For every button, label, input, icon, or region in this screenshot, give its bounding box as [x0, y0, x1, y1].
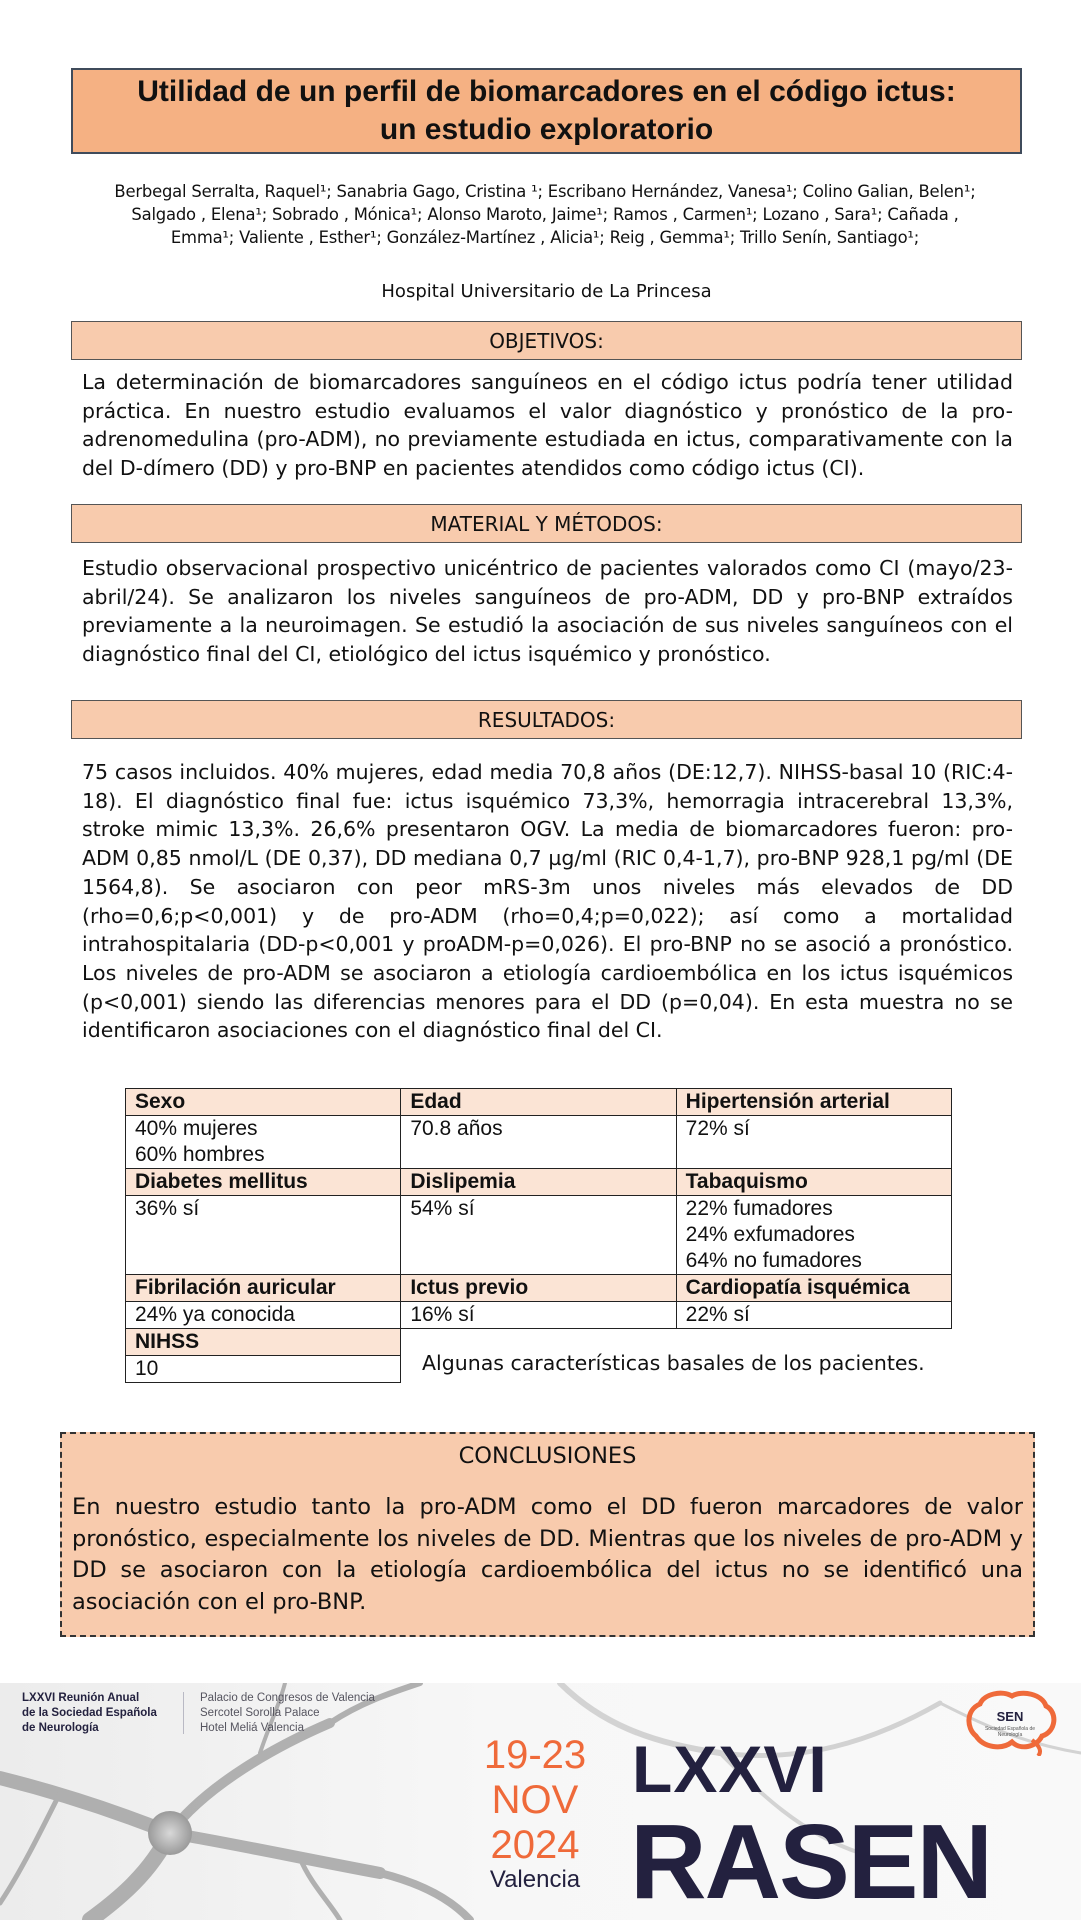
nihss-header: NIHSS	[126, 1329, 401, 1356]
author-line-2: Salgado , Elena¹; Sobrado , Mónica¹; Alonso Maroto, Jaime¹; Ramos , Carmen¹; Lozano , Sara¹; Cañada ,	[131, 205, 959, 224]
diabetes-value: 36% sí	[126, 1196, 401, 1275]
table-row	[126, 1116, 952, 1169]
author-list	[90, 180, 1000, 249]
dates-year: 2024	[490, 1823, 580, 1867]
fa-value: 24% ya conocida	[126, 1302, 401, 1329]
dates-month: NOV	[491, 1778, 579, 1822]
metodos-text: Estudio observacional prospectivo unicéntrico de pacientes valorados como CI (mayo/23-abril/24). Se analizaron los niveles sanguíneos de pro-ADM, DD y pro-BNP extraídos previamente a la neuroimagen. Se estudió la asociación de sus niveles sanguíneos con el diagnóstico final del CI, etiológico del ictus isquémico y pronóstico.	[82, 556, 1013, 667]
edad-value: 70.8 años	[401, 1116, 676, 1169]
hta-header: Hipertensión arterial	[676, 1089, 951, 1116]
author-line-1: Berbegal Serralta, Raquel¹; Sanabria Gago, Cristina ¹; Escribano Hernández, Vanesa¹; Colino Galian, Belen¹;	[114, 182, 976, 201]
metodos-header: MATERIAL Y MÉTODOS:	[71, 504, 1022, 543]
congress-city: Valencia	[489, 1866, 581, 1893]
table-row	[126, 1089, 952, 1116]
cardiopatia-value: 22% sí	[676, 1302, 951, 1329]
sexo-cell	[126, 1116, 401, 1169]
org-line-3: de Neurología	[22, 1722, 99, 1734]
org-line-2: de la Sociedad Española	[22, 1707, 157, 1719]
congress-organizer	[22, 1691, 192, 1736]
conclusiones-text: En nuestro estudio tanto la pro-ADM como el DD fueron marcadores de valor pronóstico, especialmente los niveles de DD. Mientras que los niveles de pro-ADM y DD se asociaron con la etiología cardioembólica del ictus no se identificó una asociación con el pro-BNP.	[72, 1494, 1023, 1615]
venue-line-2: Sercotel Sorolla Palace	[200, 1707, 320, 1719]
nihss-value: 10	[126, 1356, 401, 1383]
dislipemia-value: 54% sí	[401, 1196, 676, 1275]
author-line-3: Emma¹; Valiente , Esther¹; González-Martínez , Alicia¹; Reig , Gemma¹; Trillo Senín, Santiago¹;	[170, 228, 920, 247]
tabaquismo-cell	[676, 1196, 951, 1275]
cardiopatia-header: Cardiopatía isquémica	[676, 1275, 951, 1302]
poster-title	[71, 68, 1022, 154]
venue-line-3: Hotel Meliá Valencia	[200, 1722, 304, 1734]
baseline-table	[125, 1088, 952, 1383]
objetivos-header: OBJETIVOS:	[71, 321, 1022, 360]
footer-divider	[183, 1692, 184, 1734]
dates-days: 19-23	[483, 1733, 587, 1777]
affiliation: Hospital Universitario de La Princesa	[381, 281, 712, 302]
tabaquismo-value-3: 64% no fumadores	[685, 1249, 862, 1272]
table-caption: Algunas características basales de los pacientes.	[422, 1351, 925, 1375]
diabetes-header: Diabetes mellitus	[126, 1169, 401, 1196]
title-line-2: un estudio exploratorio	[379, 113, 714, 146]
congress-venues	[200, 1691, 420, 1736]
congress-edition: LXXVI	[632, 1732, 828, 1806]
sexo-value-1: 40% mujeres	[135, 1117, 258, 1140]
sen-logo-text: SEN	[996, 1709, 1024, 1724]
table-row	[126, 1169, 952, 1196]
sexo-value-2: 60% hombres	[135, 1143, 265, 1166]
objetivos-text: La determinación de biomarcadores sanguíneos en el código ictus podría tener utilidad práctica. En nuestro estudio evaluamos el valor diagnóstico y pronóstico de la pro-adrenomedulina (pro-ADM), no previamente estudiada en ictus, comparativamente con la del D-dímero (DD) y pro-BNP en pacientes atendidos como código ictus (CI).	[82, 370, 1013, 481]
dislipemia-header: Dislipemia	[401, 1169, 676, 1196]
table-row	[126, 1302, 952, 1329]
sen-logo-subtitle: Sociedad Española de Neurología	[984, 1726, 1036, 1738]
sexo-header: Sexo	[126, 1089, 401, 1116]
conclusiones-header: CONCLUSIONES	[458, 1443, 637, 1469]
conclusiones-box	[60, 1432, 1035, 1637]
table-row	[126, 1196, 952, 1275]
resultados-header: RESULTADOS:	[71, 700, 1022, 739]
congress-dates	[470, 1733, 600, 1868]
org-line-1: LXXVI Reunión Anual	[22, 1692, 140, 1704]
congress-acronym: RASEN	[630, 1803, 992, 1921]
edad-header: Edad	[401, 1089, 676, 1116]
resultados-text: 75 casos incluidos. 40% mujeres, edad media 70,8 años (DE:12,7). NIHSS-basal 10 (RIC:4-18). El diagnóstico final fue: ictus isquémico 73,3%, hemorragia intracerebral 13,3%, stroke mimic 13,3%. 26,6% presentaron OGV. La media de biomarcadores fueron: pro-ADM 0,85 nmol/L (DE 0,37), DD mediana 0,7 µg/ml (RIC 0,4-1,7), pro-BNP 928,1 pg/ml (DE 1564,8). Se asociaron con peor mRS-3m unos niveles más elevados de DD (rho=0,6;p<0,001) y de pro-ADM (rho=0,4;p=0,022); así como a mortalidad intrahospitalaria (DD-p<0,001 y proADM-p=0,026). El pro-BNP no se asoció a pronóstico. Los niveles de pro-ADM se asociaron a etiología cardioembólica en los ictus isquémicos (p<0,001) siendo las diferencias menores para el DD (p=0,04). En esta muestra no se identificaron asociaciones con el diagnóstico final del CI.	[82, 760, 1013, 1043]
fa-header: Fibrilación auricular	[126, 1275, 401, 1302]
venue-line-1: Palacio de Congresos de Valencia	[200, 1692, 375, 1704]
tabaquismo-value-2: 24% exfumadores	[685, 1223, 855, 1246]
ictus-previo-value: 16% sí	[401, 1302, 676, 1329]
ictus-previo-header: Ictus previo	[401, 1275, 676, 1302]
tabaquismo-header: Tabaquismo	[676, 1169, 951, 1196]
hta-value: 72% sí	[676, 1116, 951, 1169]
table-row	[126, 1275, 952, 1302]
tabaquismo-value-1: 22% fumadores	[685, 1197, 833, 1220]
title-line-1: Utilidad de un perfil de biomarcadores en el código ictus:	[137, 75, 956, 108]
